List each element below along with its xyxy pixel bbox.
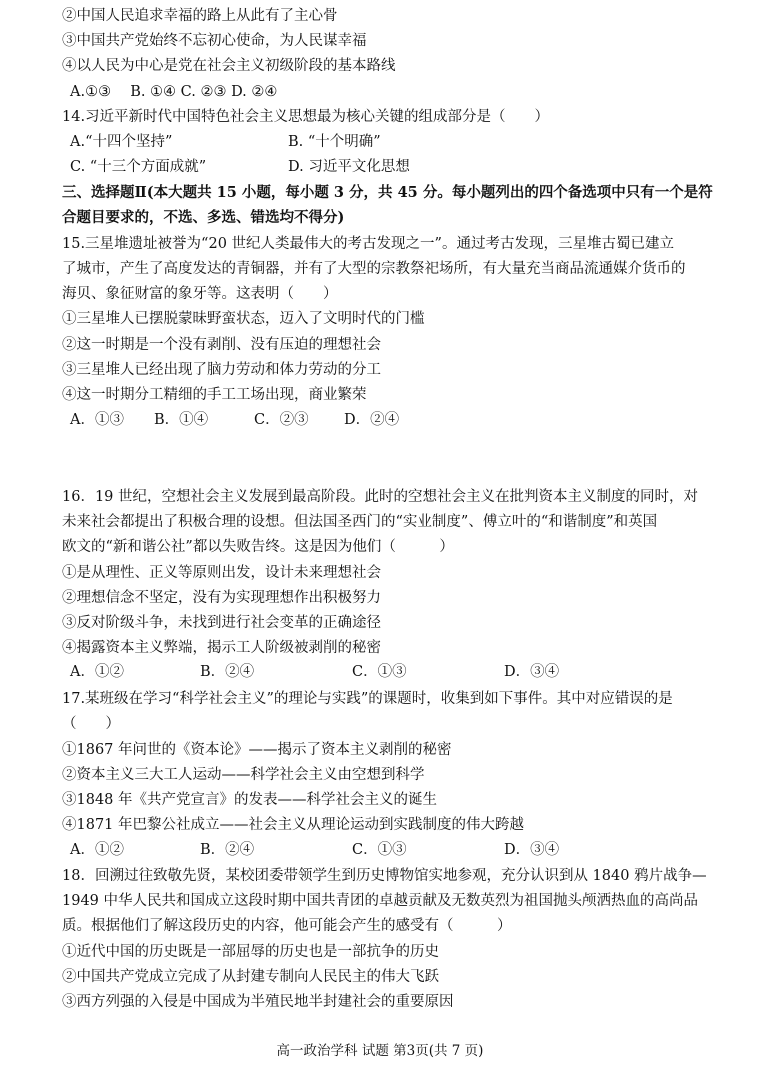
q18-stem-line-1: 18．回溯过往致敬先贤，某校团委带领学生到历史博物馆实地参观，充分认识到从 1840 鸦片战争— bbox=[62, 868, 707, 884]
page-footer: 高一政治学科 试题 第3页(共 7 页) bbox=[276, 1043, 484, 1059]
q17-stem-line-2: （ ） bbox=[62, 716, 120, 732]
q17-statement-3: ③1848 年《共产党宣言》的发表——科学社会主义的诞生 bbox=[62, 792, 438, 808]
section-3-header-line-2: 合题目要求的，不选、多选、错选均不得分) bbox=[62, 209, 345, 226]
q13-statement-4: ④以人民为中心是党在社会主义初级阶段的基本路线 bbox=[62, 58, 396, 74]
q17-option-b: B．②④ bbox=[200, 842, 255, 858]
section-3-header-line-1: 三、选择题Ⅱ(本大题共 15 小题，每小题 3 分，共 45 分。每小题列出的四个备选项中只有一个是符 bbox=[62, 184, 713, 201]
q17-statement-4: ④1871 年巴黎公社成立——社会主义从理论运动到实践制度的伟大跨越 bbox=[62, 817, 525, 833]
q16-options bbox=[62, 660, 712, 684]
q17-statement-1: ①1867 年问世的《资本论》——揭示了资本主义剥削的秘密 bbox=[62, 742, 452, 758]
q14-option-d: D. 习近平文化思想 bbox=[288, 159, 410, 175]
q15-option-c: C．②③ bbox=[254, 412, 309, 428]
q15-options bbox=[62, 408, 712, 432]
q14-option-b: B. “十个明确” bbox=[288, 134, 381, 150]
q13-statement-3: ③中国共产党始终不忘初心使命，为人民谋幸福 bbox=[62, 33, 367, 49]
q15-stem-line-3: 海贝、象征财富的象牙等。这表明（ ） bbox=[62, 286, 338, 302]
q16-statement-2: ②理想信念不坚定，没有为实现理想作出积极努力 bbox=[62, 590, 381, 606]
q18-stem-line-2: 1949 中华人民共和国成立这段时期中国共青团的卓越贡献及无数英烈为祖国抛头颅洒热血的高尚品 bbox=[62, 893, 699, 909]
q16-option-b: B．②④ bbox=[200, 664, 255, 680]
q18-statement-3: ③西方列强的入侵是中国成为半殖民地半封建社会的重要原因 bbox=[62, 994, 454, 1010]
q17-stem-line-1: 17.某班级在学习“科学社会主义”的理论与实践”的课题时，收集到如下事件。其中对应错误的是 bbox=[62, 691, 673, 707]
q16-statement-4: ④揭露资本主义弊端，揭示工人阶级被剥削的秘密 bbox=[62, 640, 381, 656]
q17-statement-2: ②资本主义三大工人运动——科学社会主义由空想到科学 bbox=[62, 767, 425, 783]
q14-option-c: C. “十三个方面成就” bbox=[70, 159, 207, 175]
q16-option-d: D．③④ bbox=[504, 664, 560, 680]
q15-stem-line-2: 了城市，产生了高度发达的青铜器，并有了大型的宗教祭祀场所，有大量充当商品流通媒介货币的 bbox=[62, 261, 686, 277]
q16-stem-line-3: 欧文的“新和谐公社”都以失败告终。这是因为他们（ ） bbox=[62, 539, 454, 555]
q18-statement-2: ②中国共产党成立完成了从封建专制向人民民主的伟大飞跃 bbox=[62, 969, 439, 985]
q17-option-c: C．①③ bbox=[352, 842, 407, 858]
q16-statement-3: ③反对阶级斗争，未找到进行社会变革的正确途径 bbox=[62, 615, 381, 631]
q16-option-c: C．①③ bbox=[352, 664, 407, 680]
q14-stem: 14.习近平新时代中国特色社会主义思想最为核心关键的组成部分是（ ） bbox=[62, 109, 550, 125]
q15-option-a: A．①③ bbox=[70, 412, 124, 428]
q16-option-a: A．①② bbox=[70, 664, 124, 680]
q15-statement-3: ③三星堆人已经出现了脑力劳动和体力劳动的分工 bbox=[62, 362, 381, 378]
q16-statement-1: ①是从理性、正义等原则出发，设计未来理想社会 bbox=[62, 565, 381, 581]
q18-statement-1: ①近代中国的历史既是一部屈辱的历史也是一部抗争的历史 bbox=[62, 944, 439, 960]
q15-statement-1: ①三星堆人已摆脱蒙昧野蛮状态，迈入了文明时代的门槛 bbox=[62, 311, 425, 327]
q15-option-d: D．②④ bbox=[344, 412, 400, 428]
q16-stem-line-1: 16．19 世纪，空想社会主义发展到最高阶段。此时的空想社会主义在批判资本主义制度的同时，对 bbox=[62, 489, 699, 505]
q15-statement-4: ④这一时期分工精细的手工工场出现，商业繁荣 bbox=[62, 387, 367, 403]
q14-option-a: A.“十四个坚持” bbox=[70, 134, 173, 150]
q13-options: A.①③ B. ①④ C. ②③ D. ②④ bbox=[70, 84, 278, 100]
q17-option-a: A．①② bbox=[70, 842, 124, 858]
q16-stem-line-2: 未来社会都提出了积极合理的设想。但法国圣西门的“实业制度”、傅立叶的“和谐制度”和英国 bbox=[62, 514, 658, 530]
q15-statement-2: ②这一时期是一个没有剥削、没有压迫的理想社会 bbox=[62, 337, 381, 353]
q17-option-d: D．③④ bbox=[504, 842, 560, 858]
q15-option-b: B．①④ bbox=[154, 412, 209, 428]
q15-stem-line-1: 15.三星堆遗址被誉为“20 世纪人类最伟大的考古发现之一”。通过考古发现，三星堆古蜀已建立 bbox=[62, 236, 674, 252]
q13-statement-2: ②中国人民追求幸福的路上从此有了主心骨 bbox=[62, 8, 338, 24]
q14-options-row-1 bbox=[62, 130, 712, 154]
q17-options bbox=[62, 838, 712, 862]
q18-stem-line-3: 质。根据他们了解这段历史的内容，他可能会产生的感受有（ ） bbox=[62, 918, 512, 934]
q14-options-row-2 bbox=[62, 155, 712, 179]
